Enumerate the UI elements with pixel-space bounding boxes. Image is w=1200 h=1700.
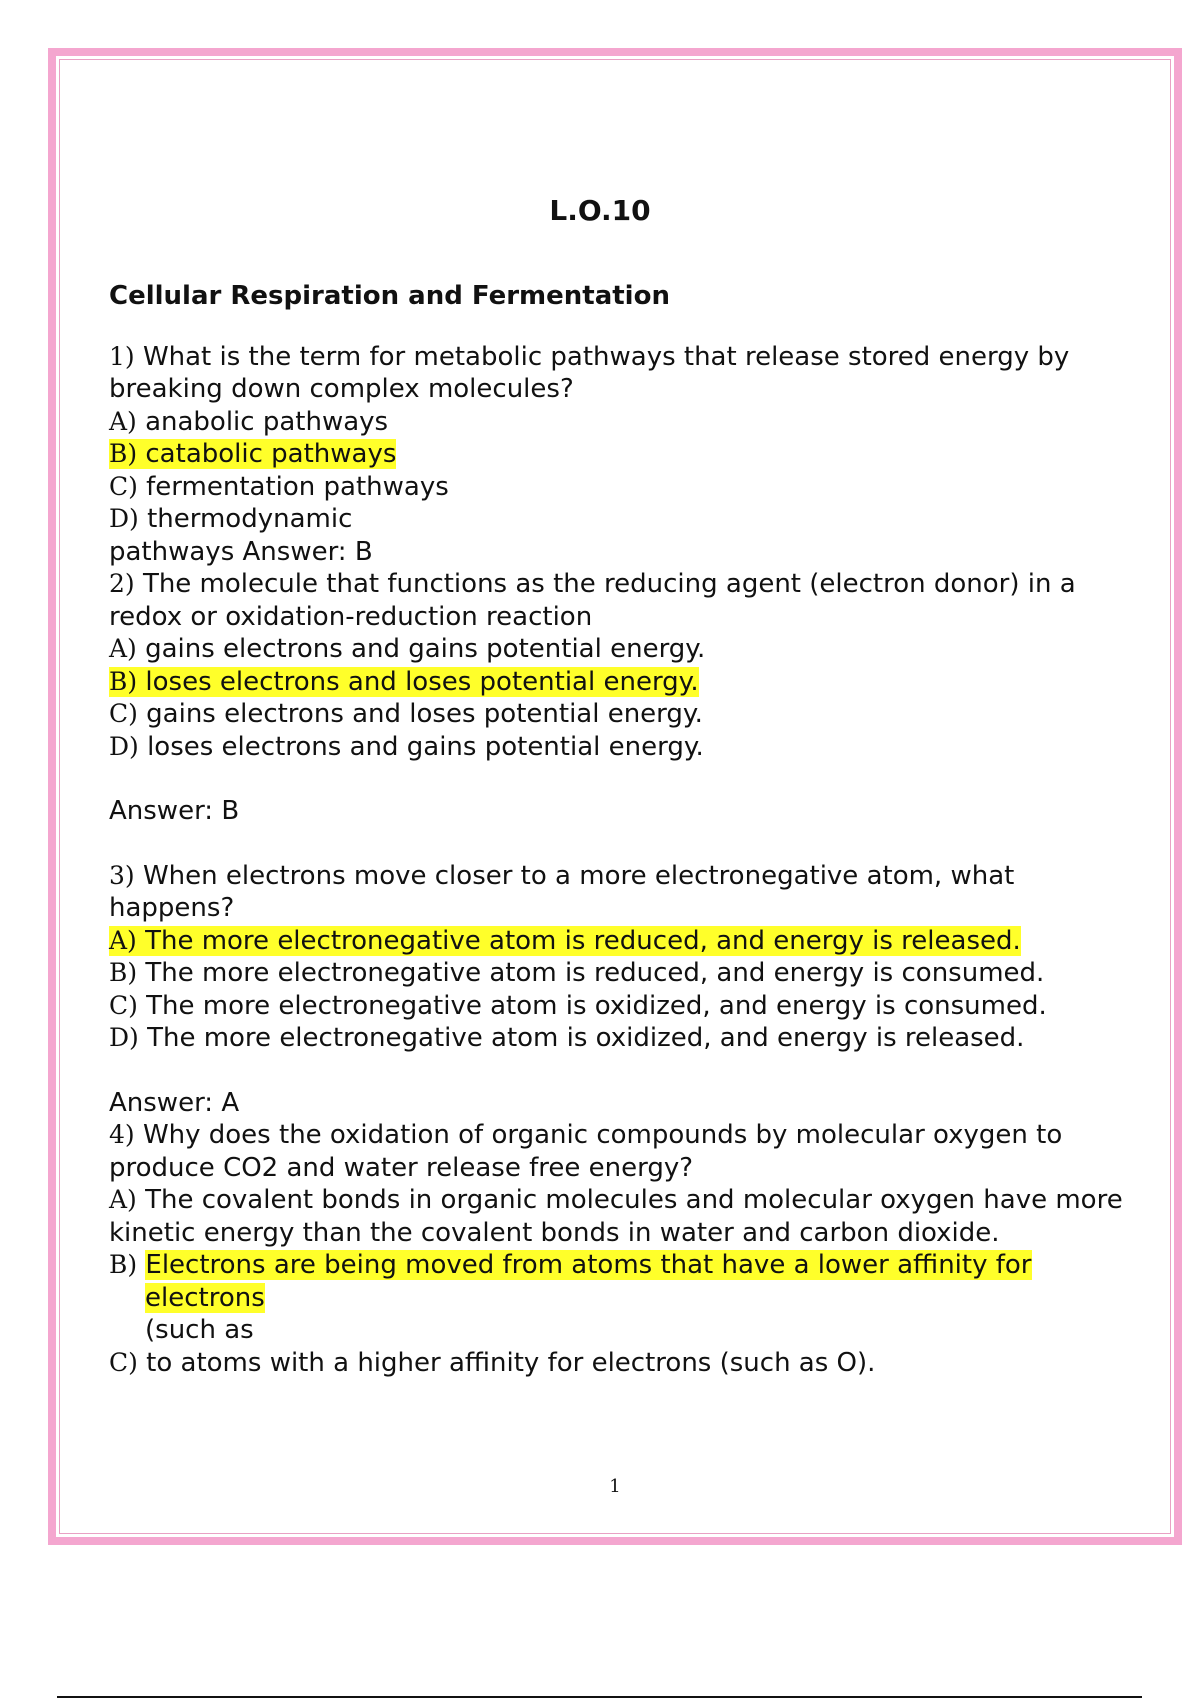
question-2-answer: Answer: B: [109, 796, 240, 826]
question-1-answer: pathways Answer: B: [109, 536, 373, 567]
bottom-rule: [57, 1696, 1142, 1698]
question-3-option-c: C) The more electronegative atom is oxidized, and energy is consumed.: [109, 990, 1047, 1021]
question-1-stem: 1) What is the term for metabolic pathways that release stored energy by breaking down complex molecules?: [109, 341, 1070, 404]
document-body: [109, 190, 1139, 1379]
question-4-option-c: C) to atoms with a higher affinity for electrons (such as O).: [109, 1347, 876, 1378]
question-4-stem: 4) Why does the oxidation of organic compounds by molecular oxygen to produce CO2 and water release free energy?: [109, 1120, 1063, 1183]
question-4-option-a: A) The covalent bonds in organic molecules and molecular oxygen have more kinetic energy than the covalent bonds in water and carbon dioxide.: [109, 1185, 1123, 1248]
question-3-option-b: B) The more electronegative atom is reduced, and energy is consumed.: [109, 958, 1045, 988]
question-3-option-d: D) The more electronegative atom is oxidized, and energy is released.: [109, 1023, 1025, 1053]
question-2-option-b: B) loses electrons and loses potential energy.: [109, 666, 699, 697]
question-4-option-b: B) Electrons are being moved from atoms that have a lower affinity for electrons (such as: [109, 1250, 1032, 1345]
question-2-option-c: C) gains electrons and loses potential energy.: [109, 699, 703, 729]
question-2-stem: 2) The molecule that functions as the reducing agent (electron donor) in a redox or oxidation-reduction reaction: [109, 569, 1076, 632]
page-number: 1: [609, 1476, 621, 1497]
question-1-option-c: C) fermentation pathways: [109, 471, 449, 502]
question-3-stem: 3) When electrons move closer to a more electronegative atom, what happens?: [109, 860, 1015, 923]
question-3-answer: Answer: A: [109, 1087, 240, 1118]
question-3-option-a: A) The more electronegative atom is reduced, and energy is released.: [109, 925, 1021, 956]
question-2-option-a: A) gains electrons and gains potential energy.: [109, 634, 706, 664]
question-2-option-d: D) loses electrons and gains potential energy.: [109, 731, 704, 762]
question-1-option-b: B) catabolic pathways: [109, 439, 397, 469]
section-title: Cellular Respiration and Fermentation: [109, 281, 670, 311]
question-1-option-a: A) anabolic pathways: [109, 406, 389, 437]
question-1-option-d: D) thermodynamic: [109, 504, 353, 534]
document-title: L.O.10: [549, 194, 651, 227]
